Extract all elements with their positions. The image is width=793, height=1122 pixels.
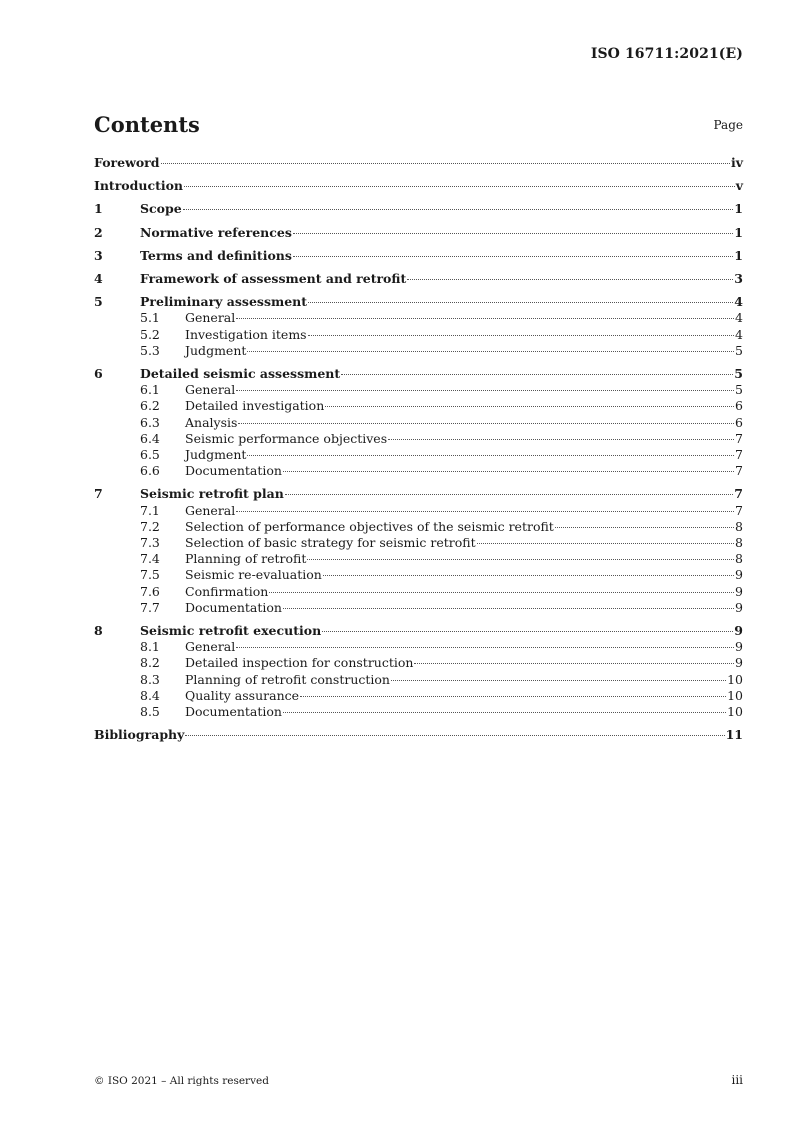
dot-leader [293, 233, 733, 234]
toc-entry-number: 6.6 [140, 463, 160, 479]
toc-entry-page[interactable]: 1 [734, 201, 743, 217]
dot-leader [236, 647, 734, 648]
toc-entry-title[interactable]: Documentation [185, 463, 282, 479]
toc-entry-title[interactable]: Bibliography [94, 727, 185, 743]
toc-entry-title[interactable]: Judgment [185, 447, 247, 463]
toc-entry[interactable] [94, 155, 743, 171]
dot-leader [236, 390, 734, 391]
dot-leader [236, 318, 734, 319]
toc-entry-number: 7.2 [140, 518, 160, 534]
toc-entry[interactable] [94, 704, 743, 720]
toc-entry-number: 7 [94, 486, 103, 502]
toc-entry-page[interactable]: 7 [735, 430, 743, 446]
toc-entry-title[interactable]: General [185, 310, 236, 326]
toc-entry[interactable] [94, 463, 743, 479]
toc-entry-title[interactable]: Quality assurance [185, 687, 300, 703]
toc-entry-number: 8.1 [140, 639, 160, 655]
toc-entry-title[interactable]: General [185, 502, 236, 518]
toc-entry-title[interactable]: General [185, 382, 236, 398]
toc-entry-page[interactable]: 4 [734, 294, 743, 310]
toc-entry[interactable] [94, 727, 743, 743]
toc-entry-page[interactable]: 5 [734, 366, 743, 382]
toc-entry[interactable] [94, 672, 743, 688]
toc-entry-page[interactable]: 9 [735, 639, 743, 655]
toc-entry[interactable] [94, 201, 743, 217]
page-column-label: Page [713, 118, 743, 132]
toc-entry-number: 8 [94, 623, 103, 639]
toc-entry-number: 8.2 [140, 655, 160, 671]
dot-leader [308, 335, 734, 336]
toc-entry-page[interactable]: 8 [735, 518, 743, 534]
toc-entry-page[interactable]: 8 [735, 535, 743, 551]
toc-entry-title[interactable]: Selection of performance objectives of the seismic retrofit [185, 518, 554, 534]
toc-entry[interactable] [94, 503, 743, 519]
toc-entry-page[interactable]: 6 [735, 414, 743, 430]
contents-title: Contents [94, 112, 200, 137]
toc-entry[interactable] [94, 623, 743, 639]
toc-entry-number: 7.1 [140, 502, 160, 518]
toc-entry-page[interactable]: 7 [735, 447, 743, 463]
toc-entry-page[interactable]: 9 [735, 599, 743, 615]
toc-entry-page[interactable]: 7 [734, 486, 743, 502]
toc-entry-title[interactable]: Terms and definitions [140, 247, 292, 263]
doc-id: ISO 16711:2021(E) [590, 46, 743, 62]
toc-entry-title[interactable]: Documentation [185, 599, 282, 615]
dot-leader [184, 186, 735, 187]
toc-entry[interactable] [94, 248, 743, 264]
toc-entry-page[interactable]: 5 [735, 382, 743, 398]
dot-leader [300, 696, 726, 697]
toc-entry-title[interactable]: Introduction [94, 178, 184, 194]
dot-leader [341, 374, 733, 375]
toc-entry-title[interactable]: Investigation items [185, 326, 307, 342]
toc-entry-page[interactable]: 5 [735, 342, 743, 358]
dot-leader [285, 494, 733, 495]
toc-entry-title[interactable]: Scope [140, 201, 182, 217]
toc-entry-page[interactable]: 9 [735, 655, 743, 671]
toc-entry[interactable] [94, 688, 743, 704]
toc-entry-page[interactable]: v [735, 178, 743, 194]
toc-entry-title[interactable]: Judgment [185, 342, 247, 358]
toc-entry-page[interactable]: 9 [734, 623, 743, 639]
toc-entry-number: 6 [94, 366, 103, 382]
table-of-contents [94, 155, 743, 744]
toc-entry-title[interactable]: Detailed investigation [185, 398, 325, 414]
toc-entry[interactable] [94, 271, 743, 287]
toc-entry-title[interactable]: Detailed seismic assessment [140, 366, 341, 382]
dot-leader [477, 543, 734, 544]
footer-page-number: iii [731, 1073, 743, 1087]
toc-entry-number: 8.5 [140, 704, 160, 720]
footer-copyright: © ISO 2021 – All rights reserved [94, 1075, 269, 1087]
toc-entry[interactable] [94, 415, 743, 431]
dot-leader [325, 406, 734, 407]
toc-entry-title[interactable]: Seismic re-evaluation [185, 567, 322, 583]
dot-leader [323, 575, 734, 576]
toc-entry[interactable] [94, 551, 743, 567]
toc-entry-number: 4 [94, 271, 103, 287]
toc-entry-number: 6.3 [140, 414, 160, 430]
toc-entry-page[interactable]: 6 [735, 398, 743, 414]
toc-entry-number: 6.5 [140, 447, 160, 463]
dot-leader [238, 423, 734, 424]
toc-entry[interactable] [94, 225, 743, 241]
toc-entry-title[interactable]: Foreword [94, 155, 160, 170]
toc-entry-title[interactable]: Selection of basic strategy for seismic retrofit [185, 535, 476, 551]
toc-entry-title[interactable]: Analysis [185, 414, 238, 430]
toc-entry-number: 8.4 [140, 687, 160, 703]
toc-entry-number: 6.4 [140, 430, 160, 446]
toc-entry-number: 7.3 [140, 535, 160, 551]
toc-entry-page[interactable]: 7 [735, 502, 743, 518]
dot-leader [407, 279, 733, 280]
toc-entry[interactable] [94, 519, 743, 535]
toc-entry-title[interactable]: Confirmation [185, 583, 269, 599]
toc-entry-number: 3 [94, 247, 103, 263]
dot-leader [283, 712, 726, 713]
dot-leader [283, 471, 734, 472]
toc-entry-title[interactable]: Normative references [140, 224, 292, 240]
dot-leader [185, 735, 724, 736]
dot-leader [183, 209, 734, 210]
toc-entry-number: 2 [94, 224, 103, 240]
toc-entry-page[interactable]: 9 [735, 567, 743, 583]
toc-entry-number: 5 [94, 294, 103, 310]
dot-leader [322, 631, 733, 632]
toc-entry-page[interactable]: 10 [727, 687, 743, 703]
toc-entry-page[interactable]: 10 [727, 704, 743, 720]
toc-entry-title[interactable]: Framework of assessment and retrofit [140, 271, 407, 287]
dot-leader [308, 302, 733, 303]
toc-entry-page[interactable]: 8 [735, 551, 743, 567]
toc-entry-title[interactable]: Detailed inspection for construction [185, 655, 414, 671]
dot-leader [247, 351, 734, 352]
toc-entry-title[interactable]: General [185, 639, 236, 655]
dot-leader [391, 680, 726, 681]
toc-entry-title[interactable]: Seismic retrofit plan [140, 486, 284, 502]
toc-entry[interactable] [94, 382, 743, 398]
toc-entry-number: 6.2 [140, 398, 160, 414]
toc-entry-title[interactable]: Seismic performance objectives [185, 430, 388, 446]
toc-entry[interactable] [94, 431, 743, 447]
dot-leader [555, 527, 734, 528]
toc-entry-page[interactable]: 4 [735, 310, 743, 326]
toc-entry[interactable] [94, 447, 743, 463]
dot-leader [283, 608, 734, 609]
toc-entry[interactable] [94, 486, 743, 502]
toc-entry-title[interactable]: Planning of retrofit [185, 551, 307, 567]
toc-entry[interactable] [94, 327, 743, 343]
toc-entry-title[interactable]: Planning of retrofit construction [185, 671, 390, 687]
toc-entry-number: 6.1 [140, 382, 160, 398]
toc-entry-page[interactable]: 10 [727, 671, 743, 687]
dot-leader [307, 559, 734, 560]
toc-entry-number: 5.3 [140, 342, 160, 358]
toc-entry-number: 7.7 [140, 599, 160, 615]
toc-entry[interactable] [94, 535, 743, 551]
toc-entry[interactable] [94, 366, 743, 382]
toc-entry-title[interactable]: Preliminary assessment [140, 294, 308, 310]
toc-entry-page[interactable]: 4 [735, 326, 743, 342]
toc-entry-number: 8.3 [140, 671, 160, 687]
dot-leader [269, 592, 734, 593]
toc-entry-page[interactable]: 1 [734, 224, 743, 240]
toc-entry[interactable] [94, 398, 743, 414]
toc-entry-number: 7.5 [140, 567, 160, 583]
toc-entry-page[interactable]: 11 [725, 727, 743, 743]
toc-entry[interactable] [94, 343, 743, 359]
toc-entry[interactable] [94, 567, 743, 583]
toc-entry[interactable] [94, 600, 743, 616]
toc-entry-page[interactable]: 1 [734, 247, 743, 263]
dot-leader [293, 256, 733, 257]
dot-leader [247, 455, 734, 456]
toc-entry[interactable] [94, 639, 743, 655]
toc-entry-page[interactable]: 3 [734, 271, 743, 287]
toc-entry-number: 5.1 [140, 310, 160, 326]
toc-entry-number: 7.4 [140, 551, 160, 567]
dot-leader [236, 511, 734, 512]
toc-entry-title[interactable]: Seismic retrofit execution [140, 623, 322, 639]
toc-entry[interactable] [94, 655, 743, 671]
toc-entry-page[interactable]: iv [730, 155, 743, 170]
toc-entry-page[interactable]: 7 [735, 463, 743, 479]
toc-entry[interactable] [94, 310, 743, 326]
toc-entry[interactable] [94, 584, 743, 600]
toc-entry-title[interactable]: Documentation [185, 704, 282, 720]
dot-leader [388, 439, 734, 440]
toc-entry-page[interactable]: 9 [735, 583, 743, 599]
toc-entry-number: 1 [94, 201, 103, 217]
toc-entry[interactable] [94, 178, 743, 194]
toc-entry-number: 5.2 [140, 326, 160, 342]
toc-entry[interactable] [94, 294, 743, 310]
dot-leader [161, 163, 730, 164]
toc-entry-number: 7.6 [140, 583, 160, 599]
dot-leader [414, 663, 734, 664]
